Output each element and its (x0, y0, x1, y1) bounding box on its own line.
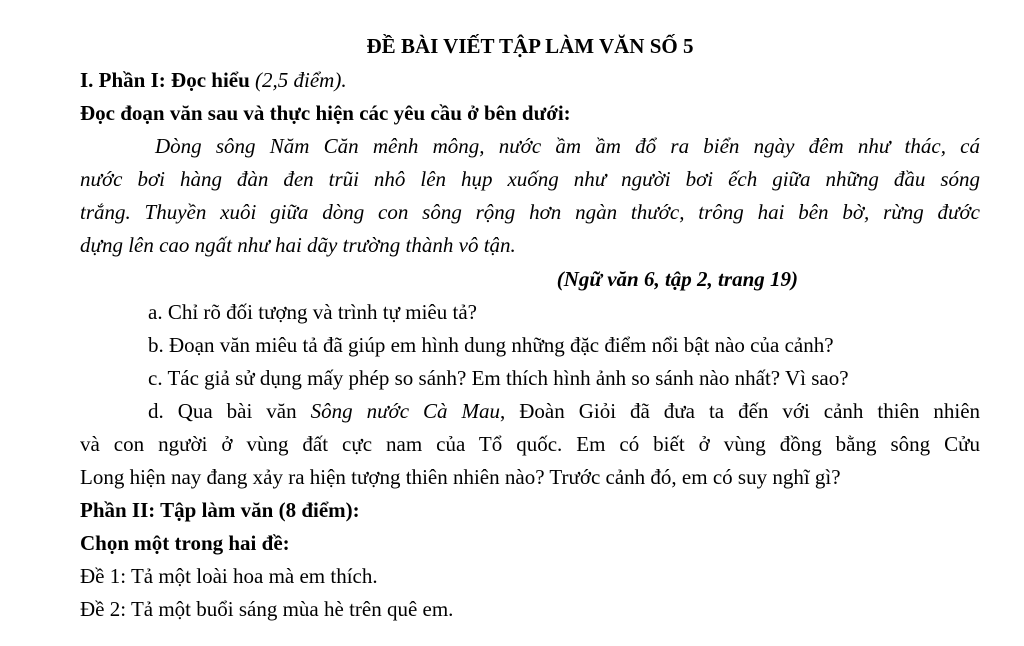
passage-line-2: nước bơi hàng đàn đen trũi nhô lên hụp xuống như người bơi ếch giữa những đầu sóng (80, 167, 980, 191)
question-b: b. Đoạn văn miêu tả đã giúp em hình dung những đặc điểm nổi bật nào của cảnh? (148, 333, 834, 357)
topic-2: Đề 2: Tả một buổi sáng mùa hè trên quê em. (80, 597, 454, 621)
question-c: c. Tác giả sử dụng mấy phép so sánh? Em thích hình ảnh so sánh nào nhất? Vì sao? (148, 366, 849, 390)
part2-heading: Phần II: Tập làm văn (8 điểm): (80, 498, 360, 522)
passage-line-4: dựng lên cao ngất như hai dãy trường thành vô tận. (80, 233, 516, 257)
instruction: Đọc đoạn văn sau và thực hiện các yêu cầu ở bên dưới: (80, 101, 571, 125)
passage-line-3: trắng. Thuyền xuôi giữa dòng con sông rộng hơn ngàn thước, trông hai bên bờ, rừng đước (80, 200, 980, 224)
question-d-work-title: Sông nước Cà Mau (310, 399, 501, 423)
question-d-line-3: Long hiện nay đang xảy ra hiện tượng thiên nhiên nào? Trước cảnh đó, em có suy nghĩ gì? (80, 465, 841, 489)
passage-source: (Ngữ văn 6, tập 2, trang 19) (556, 267, 798, 291)
question-d-line-2: và con người ở vùng đất cực nam của Tổ quốc. Em có biết ở vùng đồng bằng sông Cửu (80, 432, 980, 456)
part1-points: (2,5 điểm). (255, 68, 347, 92)
topic-1: Đề 1: Tả một loài hoa mà em thích. (80, 564, 378, 588)
part2-choose: Chọn một trong hai đề: (80, 531, 290, 555)
question-a: a. Chỉ rõ đối tượng và trình tự miêu tả? (148, 300, 477, 324)
part1-heading: I. Phần I: Đọc hiểu (80, 68, 250, 92)
document-title: ĐỀ BÀI VIẾT TẬP LÀM VĂN SỐ 5 (366, 34, 694, 58)
passage-line-1: Dòng sông Năm Căn mênh mông, nước ầm ầm đổ ra biển ngày đêm như thác, cá (155, 134, 980, 158)
question-d-prefix: d. Qua bài văn (148, 399, 311, 423)
part1-heading-line (80, 64, 980, 96)
question-d-line-1 (148, 395, 980, 427)
question-d-rest: , Đoàn Giỏi đã đưa ta đến với cảnh thiên nhiên (500, 399, 981, 423)
